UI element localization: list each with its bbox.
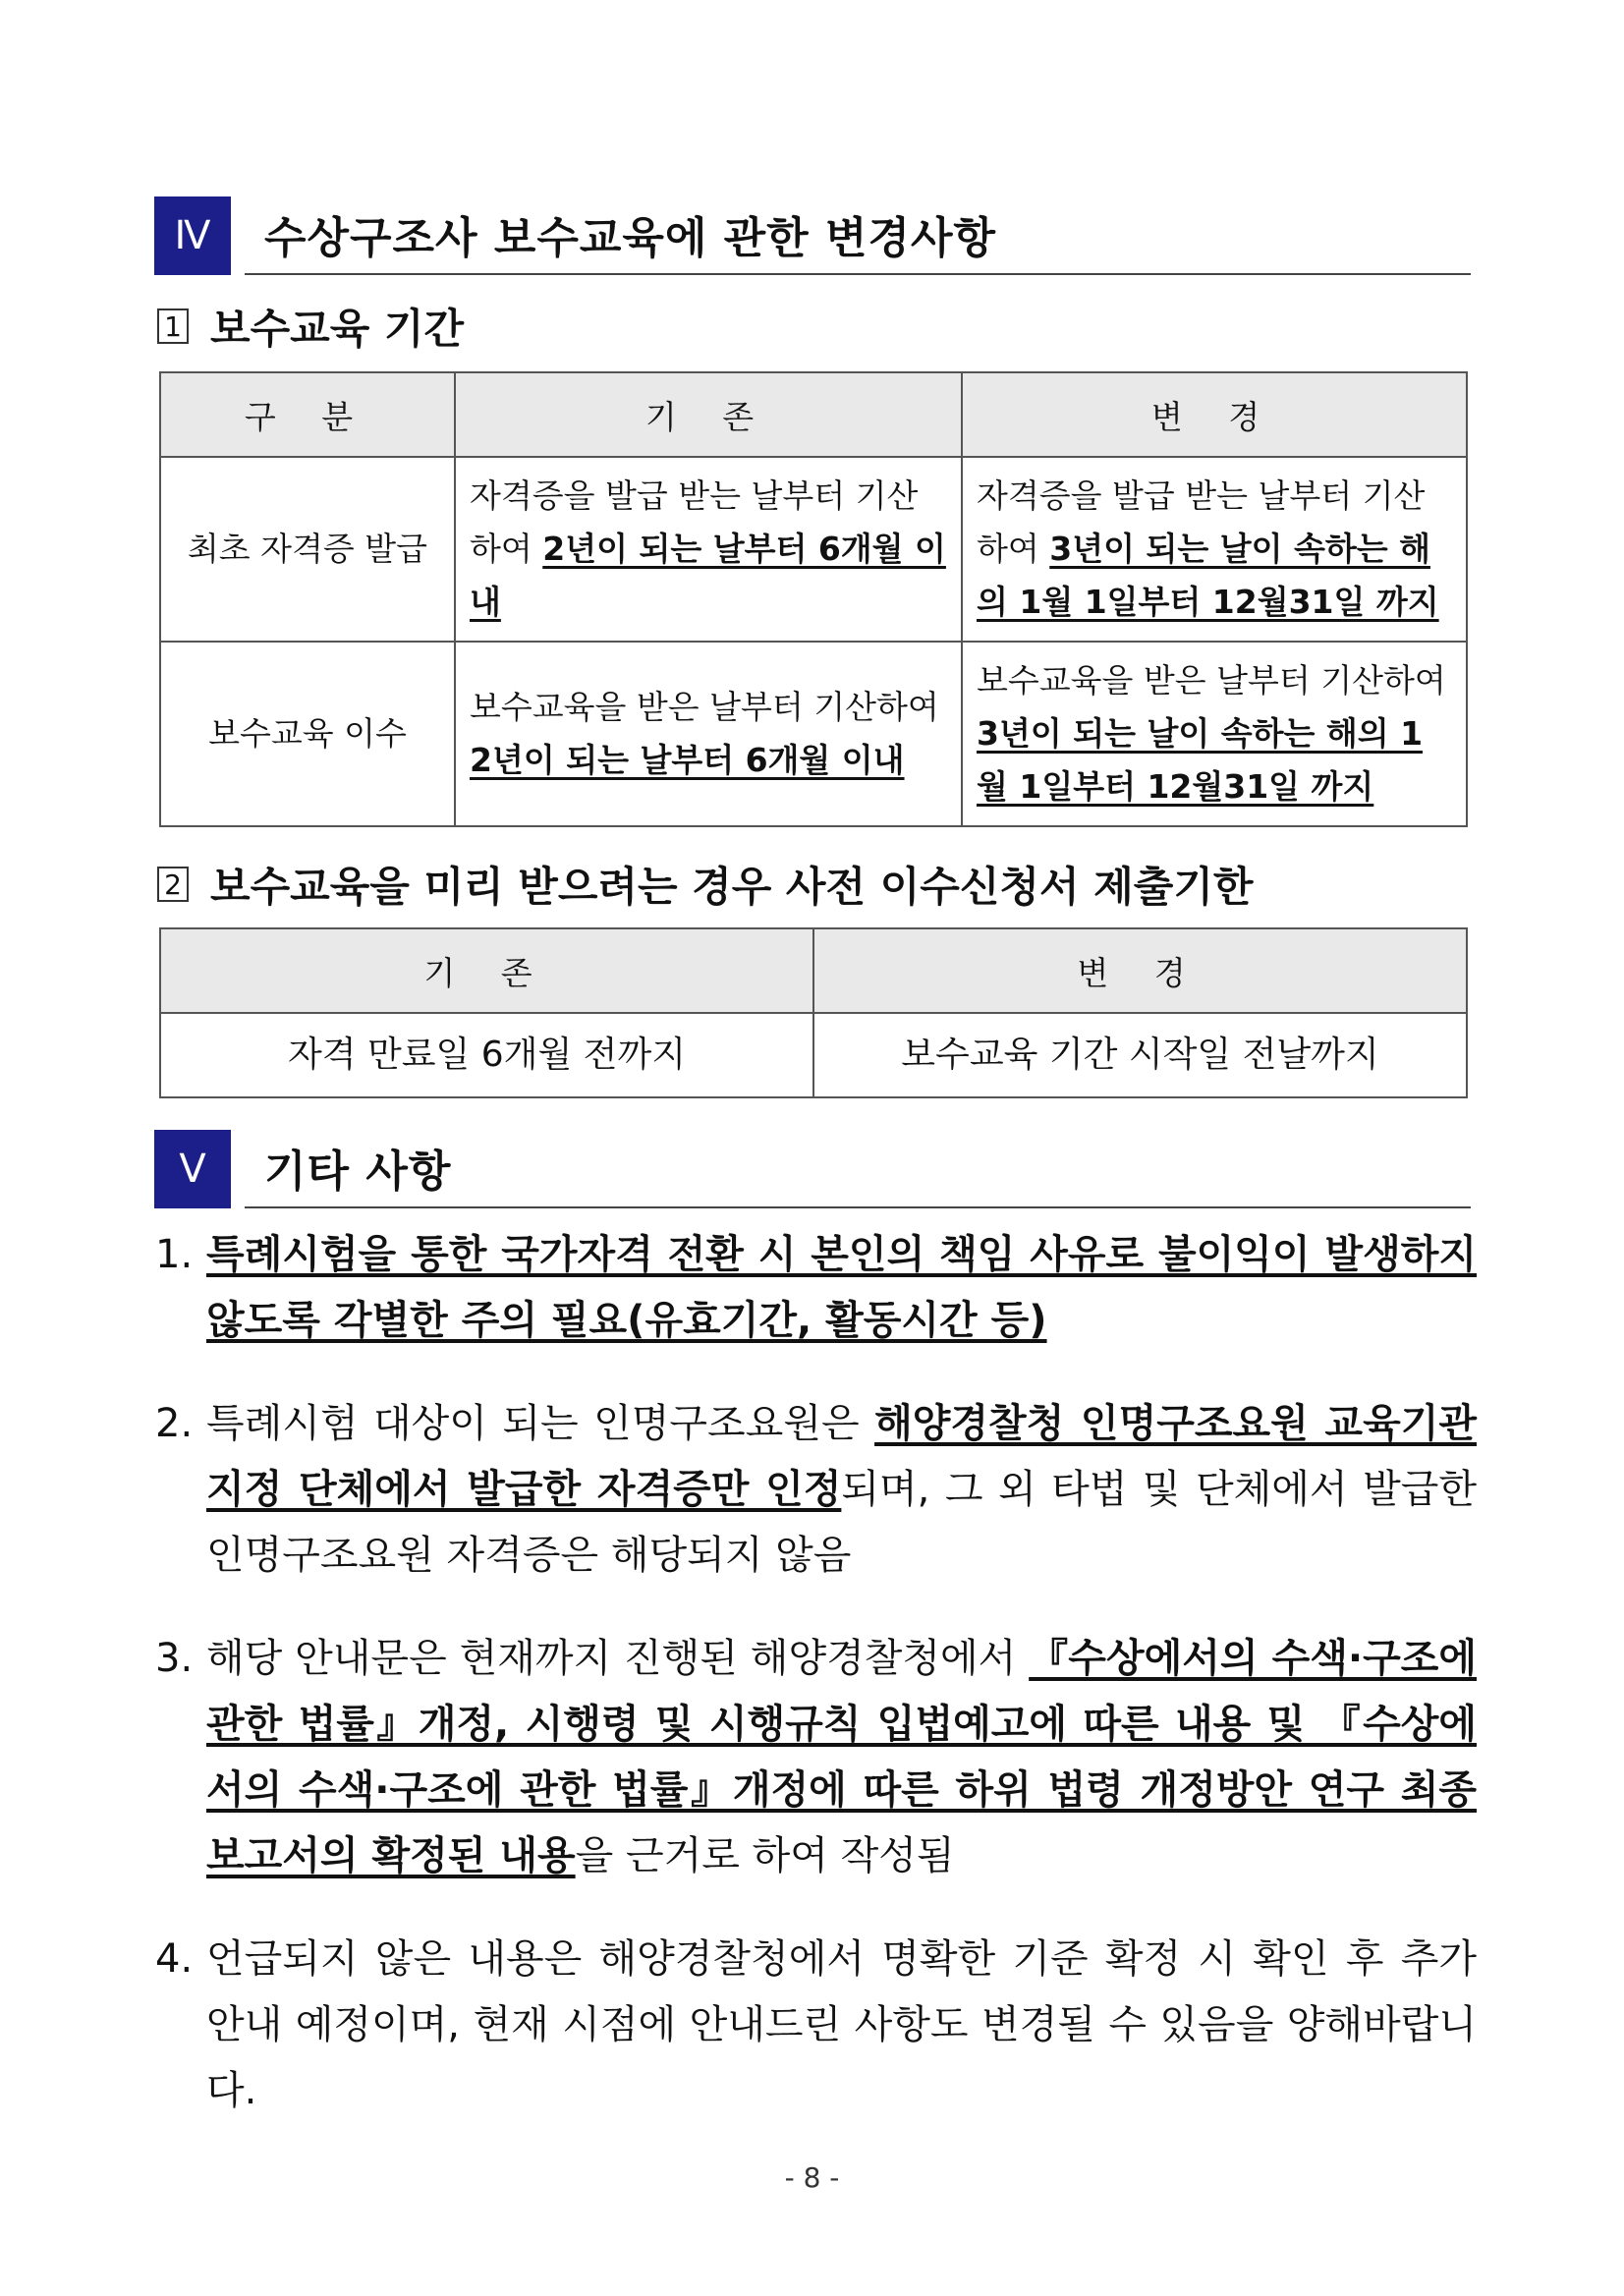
section-5-heading (154, 1130, 1471, 1208)
row-label: 최초 자격증 발급 (160, 457, 455, 642)
old-cell: 자격증을 발급 받는 날부터 기산하여 2년이 되는 날부터 6개월 이내 (455, 457, 962, 642)
list-item: 1. 특례시험을 통한 국가자격 전환 시 본인의 책임 사유로 불이익이 발생하지 않도록 각별한 주의 필요(유효기간, 활동시간 등) (155, 1232, 1477, 1343)
header-new: 변 경 (813, 928, 1467, 1013)
list-item: 3. 해당 안내문은 현재까지 진행된 해양경찰청에서 『수상에서의 수색·구조에 관한 법률』개정, 시행령 및 시행규칙 입법예고에 따른 내용 및 『수상에서의 수색·구조에 관한 법률』개정에 따른 하위 법령 개정방안 연구 최종보고서의 확정된 내용을 근거로 하여 작성됨 (155, 1636, 1477, 1878)
row-label: 보수교육 이수 (160, 642, 455, 826)
table-row (160, 1013, 1467, 1097)
subsection-title: 보수교육 기간 (210, 305, 465, 353)
new-cell: 보수교육 기간 시작일 전날까지 (813, 1013, 1467, 1097)
divider (245, 1206, 1471, 1208)
page-number: - 8 - (784, 2161, 840, 2194)
deadline-table (159, 927, 1468, 1098)
old-cell: 자격 만료일 6개월 전까지 (160, 1013, 813, 1097)
divider (245, 273, 1471, 275)
subsection-number: 2 (157, 867, 189, 902)
header-old: 기 존 (160, 928, 813, 1013)
header-category: 구 분 (160, 372, 455, 457)
new-cell: 자격증을 발급 받는 날부터 기산하여 3년이 되는 날이 속하는 해의 1월 1일부터 12월31일 까지 (962, 457, 1467, 642)
education-period-table (159, 371, 1468, 827)
subsection-number: 1 (157, 308, 189, 344)
section-title: 수상구조사 보수교육에 관한 변경사항 (264, 213, 997, 263)
new-cell: 보수교육을 받은 날부터 기산하여 3년이 되는 날이 속하는 해의 1월 1일부터 12월31일 까지 (962, 642, 1467, 826)
section-number: Ⅴ (154, 1130, 231, 1208)
table-row (160, 457, 1467, 642)
notes-list (155, 1222, 1477, 2161)
subsection-2-heading (157, 855, 1253, 914)
section-number: Ⅳ (154, 196, 231, 275)
subsection-title: 보수교육을 미리 받으려는 경우 사전 이수신청서 제출기한 (210, 863, 1254, 911)
old-cell: 보수교육을 받은 날부터 기산하여 2년이 되는 날부터 6개월 이내 (455, 642, 962, 826)
section-4-heading (154, 196, 1471, 275)
header-new: 변 경 (962, 372, 1467, 457)
table-row (160, 642, 1467, 826)
header-old: 기 존 (455, 372, 962, 457)
section-title: 기타 사항 (264, 1147, 452, 1197)
subsection-1-heading (157, 297, 464, 356)
list-item: 2. 특례시험 대상이 되는 인명구조요원은 해양경찰청 인명구조요원 교육기관 지정 단체에서 발급한 자격증만 인정되며, 그 외 타법 및 단체에서 발급한 인명구조요원 자격증은 해당되지 않음 (155, 1401, 1477, 1578)
list-item: 4. 언급되지 않은 내용은 해양경찰청에서 명확한 기준 확정 시 확인 후 추가 안내 예정이며, 현재 시점에 안내드린 사항도 변경될 수 있음을 양해바랍니다. (155, 1936, 1477, 2113)
